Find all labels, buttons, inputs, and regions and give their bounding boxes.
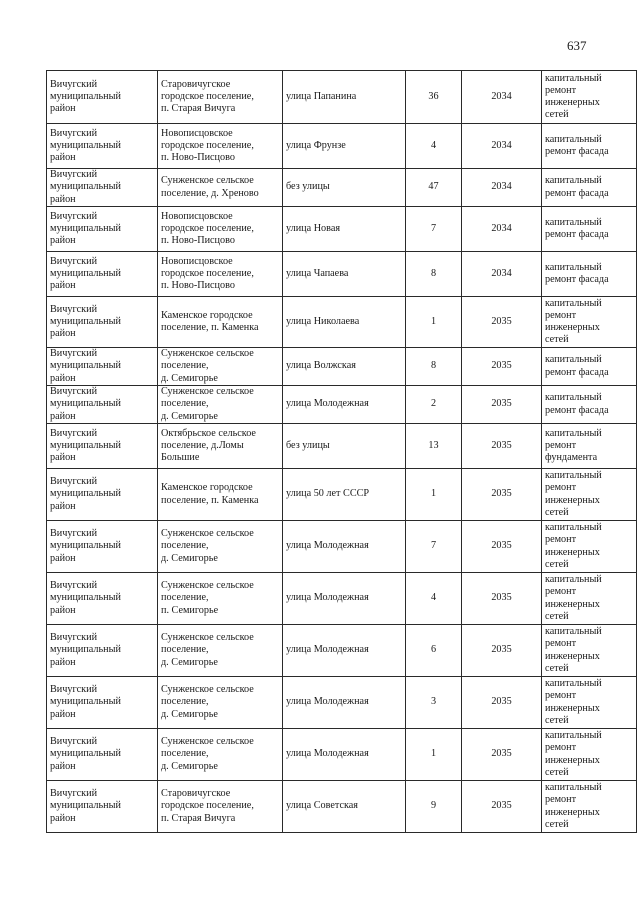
house-number-cell: 47 — [406, 169, 462, 207]
table-row — [47, 124, 637, 169]
settlement-cell: Сунженское сельское поселение, д. Семигорье — [158, 348, 283, 386]
table-row — [47, 169, 637, 207]
street-cell: улица Советская — [283, 781, 406, 833]
street-cell: улица Молодежная — [283, 386, 406, 424]
street-cell: улица Николаева — [283, 297, 406, 348]
table-row — [47, 297, 637, 348]
house-number-cell: 3 — [406, 677, 462, 729]
repair-program-table — [46, 70, 637, 833]
district-cell: Вичугский муниципальный район — [47, 71, 158, 124]
district-cell: Вичугский муниципальный район — [47, 625, 158, 677]
work-type-cell: капитальный ремонт инженерных сетей — [542, 521, 637, 573]
work-type-cell: капитальный ремонт инженерных сетей — [542, 625, 637, 677]
year-cell: 2035 — [462, 781, 542, 833]
district-cell: Вичугский муниципальный район — [47, 729, 158, 781]
house-number-cell: 8 — [406, 348, 462, 386]
district-cell: Вичугский муниципальный район — [47, 521, 158, 573]
district-cell: Вичугский муниципальный район — [47, 469, 158, 521]
district-cell: Вичугский муниципальный район — [47, 297, 158, 348]
table-row — [47, 469, 637, 521]
street-cell: улица Молодежная — [283, 573, 406, 625]
settlement-cell: Сунженское сельское поселение, д. Семигорье — [158, 625, 283, 677]
street-cell: улица Фрунзе — [283, 124, 406, 169]
settlement-cell: Сунженское сельское поселение, д. Семигорье — [158, 729, 283, 781]
work-type-cell: капитальный ремонт инженерных сетей — [542, 729, 637, 781]
district-cell: Вичугский муниципальный район — [47, 124, 158, 169]
district-cell: Вичугский муниципальный район — [47, 386, 158, 424]
house-number-cell: 6 — [406, 625, 462, 677]
year-cell: 2035 — [462, 469, 542, 521]
street-cell: улица 50 лет СССР — [283, 469, 406, 521]
house-number-cell: 4 — [406, 124, 462, 169]
table-row — [47, 573, 637, 625]
settlement-cell: Каменское городское поселение, п. Каменка — [158, 297, 283, 348]
house-number-cell: 1 — [406, 729, 462, 781]
year-cell: 2035 — [462, 677, 542, 729]
year-cell: 2035 — [462, 386, 542, 424]
year-cell: 2034 — [462, 252, 542, 297]
work-type-cell: капитальный ремонт инженерных сетей — [542, 297, 637, 348]
street-cell: улица Молодежная — [283, 729, 406, 781]
work-type-cell: капитальный ремонт инженерных сетей — [542, 573, 637, 625]
house-number-cell: 2 — [406, 386, 462, 424]
district-cell: Вичугский муниципальный район — [47, 207, 158, 252]
street-cell: улица Папанина — [283, 71, 406, 124]
table-row — [47, 424, 637, 469]
year-cell: 2035 — [462, 424, 542, 469]
page-number: 637 — [567, 38, 587, 53]
settlement-cell: Сунженское сельское поселение, д. Семигорье — [158, 386, 283, 424]
table-row — [47, 71, 637, 124]
street-cell: улица Молодежная — [283, 521, 406, 573]
street-cell: без улицы — [283, 169, 406, 207]
settlement-cell: Каменское городское поселение, п. Каменка — [158, 469, 283, 521]
house-number-cell: 4 — [406, 573, 462, 625]
house-number-cell: 1 — [406, 297, 462, 348]
settlement-cell: Сунженское сельское поселение, п. Семигорье — [158, 573, 283, 625]
street-cell: без улицы — [283, 424, 406, 469]
district-cell: Вичугский муниципальный район — [47, 348, 158, 386]
year-cell: 2034 — [462, 169, 542, 207]
house-number-cell: 36 — [406, 71, 462, 124]
year-cell: 2035 — [462, 729, 542, 781]
street-cell: улица Волжская — [283, 348, 406, 386]
work-type-cell: капитальный ремонт фасада — [542, 169, 637, 207]
work-type-cell: капитальный ремонт инженерных сетей — [542, 469, 637, 521]
work-type-cell: капитальный ремонт фундамента — [542, 424, 637, 469]
year-cell: 2035 — [462, 297, 542, 348]
house-number-cell: 8 — [406, 252, 462, 297]
settlement-cell: Старовичугское городское поселение, п. Старая Вичуга — [158, 781, 283, 833]
year-cell: 2035 — [462, 348, 542, 386]
work-type-cell: капитальный ремонт инженерных сетей — [542, 71, 637, 124]
settlement-cell: Старовичугское городское поселение, п. Старая Вичуга — [158, 71, 283, 124]
year-cell: 2034 — [462, 124, 542, 169]
settlement-cell: Сунженское сельское поселение, д. Хреново — [158, 169, 283, 207]
settlement-cell: Новописцовское городское поселение, п. Ново-Писцово — [158, 207, 283, 252]
year-cell: 2034 — [462, 71, 542, 124]
table-row — [47, 207, 637, 252]
settlement-cell: Новописцовское городское поселение, п. Ново-Писцово — [158, 252, 283, 297]
work-type-cell: капитальный ремонт фасада — [542, 207, 637, 252]
house-number-cell: 7 — [406, 521, 462, 573]
house-number-cell: 13 — [406, 424, 462, 469]
year-cell: 2035 — [462, 625, 542, 677]
table-row — [47, 625, 637, 677]
work-type-cell: капитальный ремонт фасада — [542, 124, 637, 169]
table-row — [47, 781, 637, 833]
table-row — [47, 729, 637, 781]
house-number-cell: 1 — [406, 469, 462, 521]
year-cell: 2035 — [462, 521, 542, 573]
settlement-cell: Октябрьское сельское поселение, д.Ломы Большие — [158, 424, 283, 469]
work-type-cell: капитальный ремонт инженерных сетей — [542, 677, 637, 729]
street-cell: улица Молодежная — [283, 625, 406, 677]
year-cell: 2035 — [462, 573, 542, 625]
street-cell: улица Чапаева — [283, 252, 406, 297]
work-type-cell: капитальный ремонт фасада — [542, 348, 637, 386]
table-row — [47, 252, 637, 297]
house-number-cell: 9 — [406, 781, 462, 833]
house-number-cell: 7 — [406, 207, 462, 252]
district-cell: Вичугский муниципальный район — [47, 252, 158, 297]
settlement-cell: Сунженское сельское поселение, д. Семигорье — [158, 521, 283, 573]
table-row — [47, 348, 637, 386]
settlement-cell: Сунженское сельское поселение, д. Семигорье — [158, 677, 283, 729]
work-type-cell: капитальный ремонт фасада — [542, 252, 637, 297]
work-type-cell: капитальный ремонт инженерных сетей — [542, 781, 637, 833]
street-cell: улица Молодежная — [283, 677, 406, 729]
street-cell: улица Новая — [283, 207, 406, 252]
district-cell: Вичугский муниципальный район — [47, 781, 158, 833]
district-cell: Вичугский муниципальный район — [47, 677, 158, 729]
table-row — [47, 677, 637, 729]
settlement-cell: Новописцовское городское поселение, п. Ново-Писцово — [158, 124, 283, 169]
year-cell: 2034 — [462, 207, 542, 252]
district-cell: Вичугский муниципальный район — [47, 573, 158, 625]
work-type-cell: капитальный ремонт фасада — [542, 386, 637, 424]
table-row — [47, 386, 637, 424]
district-cell: Вичугский муниципальный район — [47, 424, 158, 469]
district-cell: Вичугский муниципальный район — [47, 169, 158, 207]
table-row — [47, 521, 637, 573]
